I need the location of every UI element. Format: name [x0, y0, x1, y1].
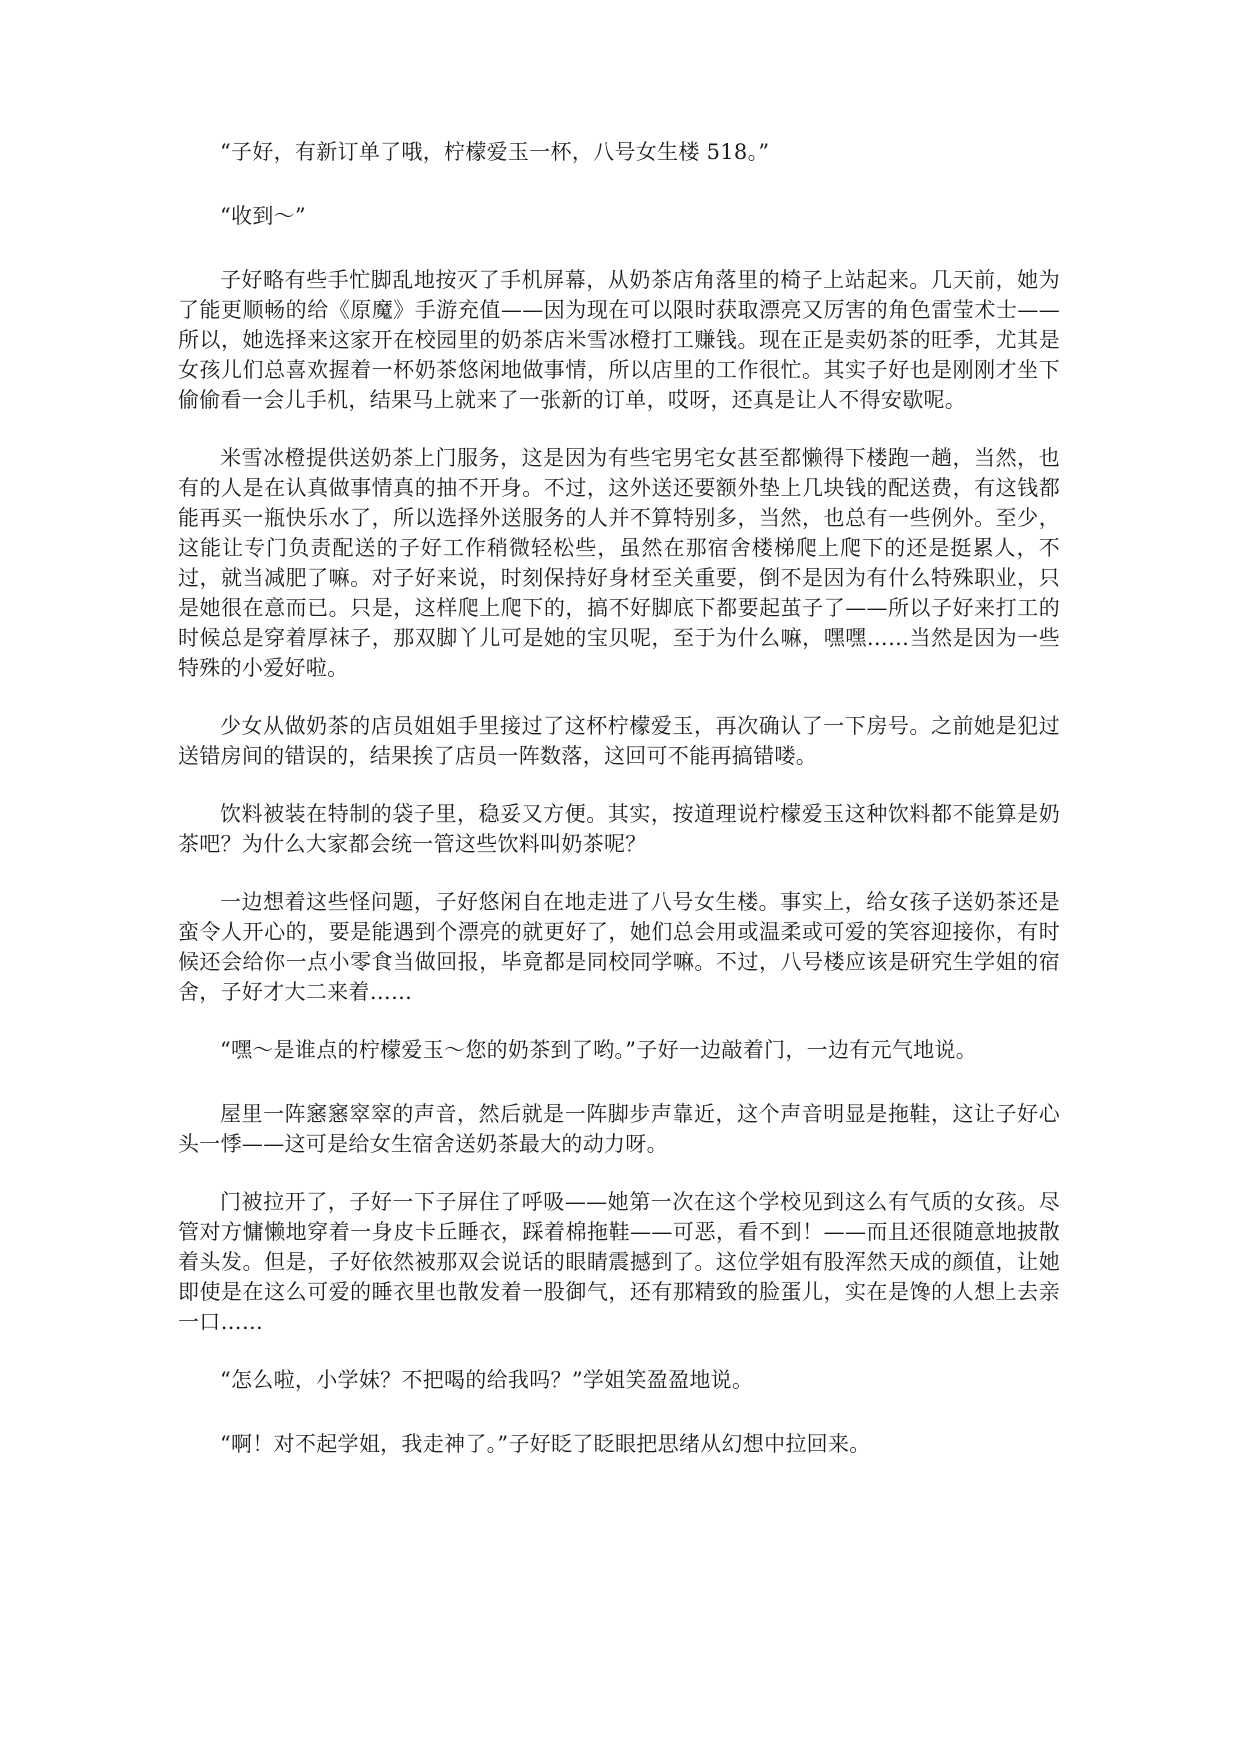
- paragraph-delivery-service: 米雪冰橙提供送奶茶上门服务，这是因为有些宅男宅女甚至都懒得下楼跑一趟，当然，也有的人是在认真做事情真的抽不开身。不过，这外送还要额外垫上几块钱的配送费，有这钱都能再买一瓶快乐水了，所以选择外送服务的人并不算特别多，当然，也总有一些例外。至少，这能让专门负责配送的子好工作稍微轻松些，虽然在那宿舍楼梯爬上爬下的还是挺累人，不过，就当减肥了嘛。对子好来说，时刻保持好身材至关重要，倒不是因为有什么特殊职业，只是她很在意而已。只是，这样爬上爬下的，搞不好脚底下都要起茧子了——所以子好来打工的时候总是穿着厚袜子，那双脚丫儿可是她的宝贝呢，至于为什么嘛，嘿嘿……当然是因为一些特殊的小爱好啦。: [178, 446, 1060, 680]
- paragraph-senior-asks: “怎么啦，小学妹？不把喝的给我吗？”学姐笑盈盈地说。: [220, 1368, 754, 1392]
- paragraph-door-opens: 门被拉开了，子好一下子屏住了呼吸——她第一次在这个学校见到这么有气质的女孩。尽管对方慵懒地穿着一身皮卡丘睡衣，踩着棉拖鞋——可恶，看不到！——而且还很随意地披散着头发。但是，子好依然被那双会说话的眼睛震撼到了。这位学姐有股浑然天成的颜值，让她即使是在这么可爱的睡衣里也散发着一股御气，还有那精致的脸蛋儿，实在是馋的人想上去亲一口……: [178, 1190, 1060, 1334]
- paragraph-knock-door: “嘿～是谁点的柠檬爱玉～您的奶茶到了哟。”子好一边敲着门，一边有元气地说。: [220, 1038, 978, 1062]
- paragraph-footsteps: 屋里一阵窸窸窣窣的声音，然后就是一阵脚步声靠近，这个声音明显是拖鞋，这让子好心头一悸——这可是给女生宿舍送奶茶最大的动力呀。: [178, 1102, 1060, 1156]
- paragraph-drink-bag: 饮料被装在特制的袋子里，稳妥又方便。其实，按道理说柠檬爱玉这种饮料都不能算是奶茶吧？为什么大家都会统一管这些饮料叫奶茶呢？: [178, 802, 1060, 856]
- paragraph-order-notice: “子好，有新订单了哦，柠檬爱玉一杯，八号女生楼 518。”: [220, 140, 770, 164]
- paragraph-zihao-intro: 子好略有些手忙脚乱地按灭了手机屏幕，从奶茶店角落里的椅子上站起来。几天前，她为了能更顺畅的给《原魔》手游充值——因为现在可以限时获取漂亮又厉害的角色雷莹术士——所以，她选择来这家开在校园里的奶茶店米雪冰橙打工赚钱。现在正是卖奶茶的旺季，尤其是女孩儿们总喜欢握着一杯奶茶悠闲地做事情，所以店里的工作很忙。其实子好也是刚刚才坐下偷偷看一会儿手机，结果马上就来了一张新的订单，哎呀，还真是让人不得安歇呢。: [178, 268, 1060, 412]
- paragraph-zihao-apologizes: “啊！对不起学姐，我走神了。”子好眨了眨眼把思绪从幻想中拉回来。: [220, 1432, 871, 1456]
- paragraph-received-reply: “收到～”: [220, 204, 306, 228]
- paragraph-enter-building: 一边想着这些怪问题，子好悠闲自在地走进了八号女生楼。事实上，给女孩子送奶茶还是蛮令人开心的，要是能遇到个漂亮的就更好了，她们总会用或温柔或可爱的笑容迎接你，有时候还会给你一点小零食当做回报，毕竟都是同校同学嘛。不过，八号楼应该是研究生学姐的宿舍，子好才大二来着……: [178, 890, 1060, 1004]
- paragraph-pickup-drink: 少女从做奶茶的店员姐姐手里接过了这杯柠檬爱玉，再次确认了一下房号。之前她是犯过送错房间的错误的，结果挨了店员一阵数落，这回可不能再搞错喽。: [178, 714, 1060, 768]
